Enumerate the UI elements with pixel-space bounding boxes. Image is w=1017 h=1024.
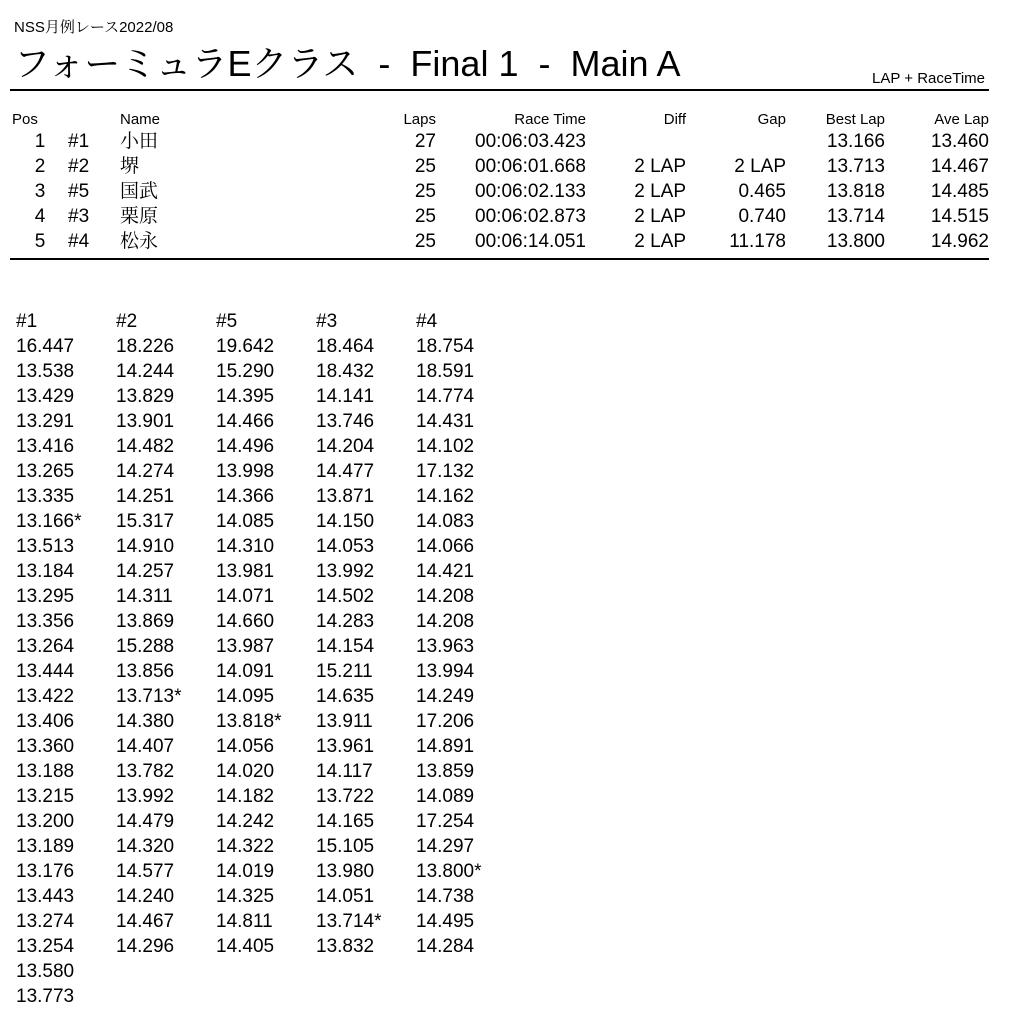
results-column-header [68,109,120,129]
lap-time-cell: 13.746 [316,411,375,432]
lap-time-cell: 13.264 [16,636,75,657]
lap-time-cell: 14.320 [116,836,175,857]
results-cell-diff: 2 LAP [634,206,686,227]
lap-time-cell: 13.291 [16,411,75,432]
results-cell-num: #3 [68,206,90,227]
results-header-row [12,109,989,129]
results-cell-gap: 0.465 [738,181,786,202]
lap-time-cell: 13.859 [416,761,475,782]
lap-time-cell: 13.987 [216,636,275,657]
lap-time-cell: 13.360 [16,736,75,757]
lap-time-cell: 14.141 [316,386,375,407]
lap-time-cell: 13.166* [16,511,82,532]
lap-time-cell: 13.215 [16,786,75,807]
lap-times-car-header: #1 [16,311,38,332]
lap-time-cell: 13.800* [416,861,482,882]
lap-time-cell: 13.176 [16,861,75,882]
lap-time-cell: 14.102 [416,436,475,457]
lap-time-cell: 13.254 [16,936,75,957]
results-table [12,109,989,254]
lap-times-car-header: #4 [416,311,438,332]
results-cell-diff [586,129,686,154]
lap-time-cell: 14.020 [216,761,275,782]
lap-time-cell: 14.738 [416,886,475,907]
results-row [12,229,989,254]
lap-time-cell: 14.095 [216,686,275,707]
results-cell-laps: 25 [414,231,436,252]
lap-time-cell: 13.911 [316,711,373,732]
lap-time-cell: 14.482 [116,436,175,457]
lap-time-cell: 13.871 [316,486,375,507]
results-cell-ave-lap: 13.460 [930,131,989,152]
results-cell-diff: 2 LAP [634,181,686,202]
lap-times-car-header: #2 [116,311,138,332]
lap-times-grid [16,309,516,1009]
results-cell-name: 栗原 [120,206,159,227]
lap-time-cell: 14.150 [316,511,375,532]
lap-time-cell: 14.091 [216,661,275,682]
results-cell-name: 堺 [120,156,140,177]
lap-time-cell: 14.431 [416,411,475,432]
lap-times-column [416,309,516,1009]
results-cell-gap: 11.178 [729,231,786,252]
results-cell-gap: 2 LAP [734,156,786,177]
lap-time-cell: 13.274 [16,911,75,932]
lap-time-cell: 16.447 [16,336,75,357]
lap-time-cell: 13.998 [216,461,275,482]
lap-time-cell: 14.182 [216,786,275,807]
lap-time-cell: 13.782 [116,761,175,782]
lap-time-cell: 14.240 [116,886,175,907]
results-column-header: Gap [757,111,786,128]
lap-time-cell: 14.249 [416,686,475,707]
results-column-header: Diff [663,111,686,128]
results-cell-diff: 2 LAP [634,156,686,177]
results-cell-name: 松永 [120,231,159,252]
lap-time-cell: 13.429 [16,386,75,407]
lap-time-cell: 18.226 [116,336,175,357]
results-cell-pos: 3 [34,181,46,202]
lap-time-cell: 13.963 [416,636,475,657]
lap-time-cell: 13.832 [316,936,375,957]
results-row [12,129,989,154]
lap-time-cell: 17.254 [416,811,475,832]
lap-time-cell: 14.311 [116,586,173,607]
lap-time-cell: 14.660 [216,611,275,632]
lap-times-car-header: #3 [316,311,338,332]
lap-time-cell: 14.066 [416,536,475,557]
results-cell-num: #5 [68,181,90,202]
lap-time-cell: 14.242 [216,811,275,832]
lap-time-cell: 14.891 [416,736,475,757]
results-cell-race-time: 00:06:01.668 [475,156,586,177]
report-mode-label: LAP + RaceTime [872,70,985,87]
lap-time-cell: 14.407 [116,736,175,757]
results-cell-race-time: 00:06:03.423 [475,131,586,152]
results-cell-gap: 0.740 [738,206,786,227]
lap-time-cell: 13.188 [16,761,75,782]
lap-time-cell: 13.961 [316,736,375,757]
lap-time-cell: 14.635 [316,686,375,707]
lap-times-car-header: #5 [216,311,238,332]
results-cell-num: #1 [68,131,90,152]
results-cell-best-lap: 13.713 [826,156,885,177]
lap-time-cell: 14.910 [116,536,175,557]
results-cell-best-lap: 13.800 [826,231,885,252]
results-column-header: Name [120,111,161,128]
lap-time-cell: 13.538 [16,361,75,382]
lap-time-cell: 13.722 [316,786,375,807]
lap-time-cell: 14.085 [216,511,275,532]
lap-time-cell: 13.869 [116,611,175,632]
lap-time-cell: 14.051 [316,886,375,907]
lap-time-cell: 14.283 [316,611,375,632]
lap-time-cell: 14.019 [216,861,275,882]
results-column-header: Best Lap [825,111,885,128]
lap-time-cell: 14.274 [116,461,175,482]
results-cell-pos: 1 [34,131,46,152]
lap-time-cell: 14.325 [216,886,275,907]
lap-time-cell: 13.513 [16,536,75,557]
lap-time-cell: 13.856 [116,661,175,682]
lap-time-cell: 14.208 [416,611,475,632]
lap-time-cell: 14.405 [216,936,275,957]
lap-time-cell: 14.162 [416,486,475,507]
results-cell-ave-lap: 14.962 [930,231,989,252]
lap-time-cell: 14.502 [316,586,375,607]
lap-time-cell: 14.811 [216,911,273,932]
results-cell-race-time: 00:06:02.133 [475,181,586,202]
results-cell-num: #2 [68,156,90,177]
lap-time-cell: 14.496 [216,436,275,457]
lap-time-cell: 14.467 [116,911,175,932]
lap-time-cell: 14.071 [216,586,275,607]
lap-times-column [16,309,116,1009]
lap-time-cell: 15.317 [116,511,175,532]
lap-time-cell: 14.310 [216,536,275,557]
lap-time-cell: 13.184 [16,561,75,582]
results-cell-name: 小田 [120,131,159,152]
results-column-header: Race Time [514,111,586,128]
lap-time-cell: 14.395 [216,386,275,407]
lap-time-cell: 13.406 [16,711,75,732]
results-row [12,179,989,204]
lap-time-cell: 13.444 [16,661,75,682]
results-cell-ave-lap: 14.467 [930,156,989,177]
lap-time-cell: 13.992 [316,561,375,582]
lap-time-cell: 14.165 [316,811,375,832]
lap-time-cell: 14.083 [416,511,475,532]
results-row [12,154,989,179]
report-title: フォーミュラEクラス - Final 1 - Main A [14,43,681,84]
lap-time-cell: 13.265 [16,461,75,482]
lap-time-cell: 13.356 [16,611,75,632]
lap-time-cell: 14.208 [416,586,475,607]
lap-time-cell: 13.200 [16,811,75,832]
results-cell-ave-lap: 14.515 [930,206,989,227]
header-rule [10,89,989,91]
report-subtitle: NSS月例レース2022/08 [14,19,174,36]
lap-time-cell: 13.295 [16,586,75,607]
lap-time-cell: 14.053 [316,536,375,557]
lap-time-cell: 17.206 [416,711,475,732]
lap-time-cell: 14.204 [316,436,375,457]
lap-time-cell: 13.443 [16,886,75,907]
results-column-header: Pos [12,111,38,128]
results-cell-gap [686,129,786,154]
results-cell-laps: 25 [414,156,436,177]
lap-time-cell: 13.980 [316,861,375,882]
results-row [12,204,989,229]
lap-time-cell: 14.380 [116,711,175,732]
lap-time-cell: 14.366 [216,486,275,507]
lap-time-cell: 14.466 [216,411,275,432]
lap-time-cell: 13.713* [116,686,182,707]
results-body [12,129,989,254]
results-cell-best-lap: 13.818 [826,181,885,202]
lap-time-cell: 19.642 [216,336,275,357]
lap-time-cell: 13.714* [316,911,382,932]
lap-time-cell: 14.322 [216,836,275,857]
results-cell-ave-lap: 14.485 [930,181,989,202]
lap-time-cell: 14.479 [116,811,175,832]
lap-time-cell: 13.580 [16,961,75,982]
lap-time-cell: 13.422 [16,686,75,707]
lap-time-cell: 13.335 [16,486,75,507]
results-cell-pos: 5 [34,231,46,252]
lap-time-cell: 14.089 [416,786,475,807]
lap-times-column [316,309,416,1009]
lap-time-cell: 14.257 [116,561,175,582]
lap-time-cell: 14.056 [216,736,275,757]
results-cell-best-lap: 13.714 [826,206,885,227]
lap-time-cell: 14.296 [116,936,175,957]
lap-time-cell: 13.992 [116,786,175,807]
lap-time-cell: 14.297 [416,836,475,857]
lap-time-cell: 17.132 [416,461,475,482]
lap-time-cell: 14.495 [416,911,475,932]
results-cell-laps: 27 [414,131,436,152]
results-column-header: Laps [403,111,436,128]
results-cell-laps: 25 [414,181,436,202]
results-cell-num: #4 [68,231,90,252]
lap-time-cell: 14.577 [116,861,175,882]
lap-time-cell: 18.591 [416,361,475,382]
lap-time-cell: 15.105 [316,836,375,857]
lap-time-cell: 15.211 [316,661,373,682]
results-column-header: Ave Lap [934,111,989,128]
lap-time-cell: 18.432 [316,361,375,382]
lap-time-cell: 14.421 [416,561,475,582]
lap-time-cell: 15.288 [116,636,175,657]
results-cell-name: 国武 [120,181,159,202]
lap-times-column [216,309,316,1009]
results-cell-pos: 4 [34,206,46,227]
results-cell-best-lap: 13.166 [826,131,885,152]
results-rule [10,258,989,260]
lap-time-cell: 15.290 [216,361,275,382]
lap-time-cell: 18.754 [416,336,475,357]
lap-time-cell: 13.189 [16,836,75,857]
lap-time-cell: 14.154 [316,636,375,657]
lap-time-cell: 14.477 [316,461,375,482]
lap-time-cell: 14.774 [416,386,475,407]
results-cell-race-time: 00:06:14.051 [475,231,586,252]
lap-time-cell: 13.994 [416,661,475,682]
lap-time-cell: 13.818* [216,711,282,732]
results-cell-laps: 25 [414,206,436,227]
results-cell-race-time: 00:06:02.873 [475,206,586,227]
lap-time-cell: 13.981 [216,561,275,582]
lap-time-cell: 13.829 [116,386,175,407]
lap-times-column [116,309,216,1009]
lap-time-cell: 14.284 [416,936,475,957]
results-cell-diff: 2 LAP [634,231,686,252]
lap-time-cell: 14.117 [316,761,373,782]
lap-time-cell: 13.416 [16,436,75,457]
lap-time-cell: 14.251 [116,486,175,507]
lap-time-cell: 13.773 [16,986,75,1007]
lap-time-cell: 18.464 [316,336,375,357]
results-cell-pos: 2 [34,156,46,177]
lap-time-cell: 13.901 [116,411,175,432]
lap-time-cell: 14.244 [116,361,175,382]
